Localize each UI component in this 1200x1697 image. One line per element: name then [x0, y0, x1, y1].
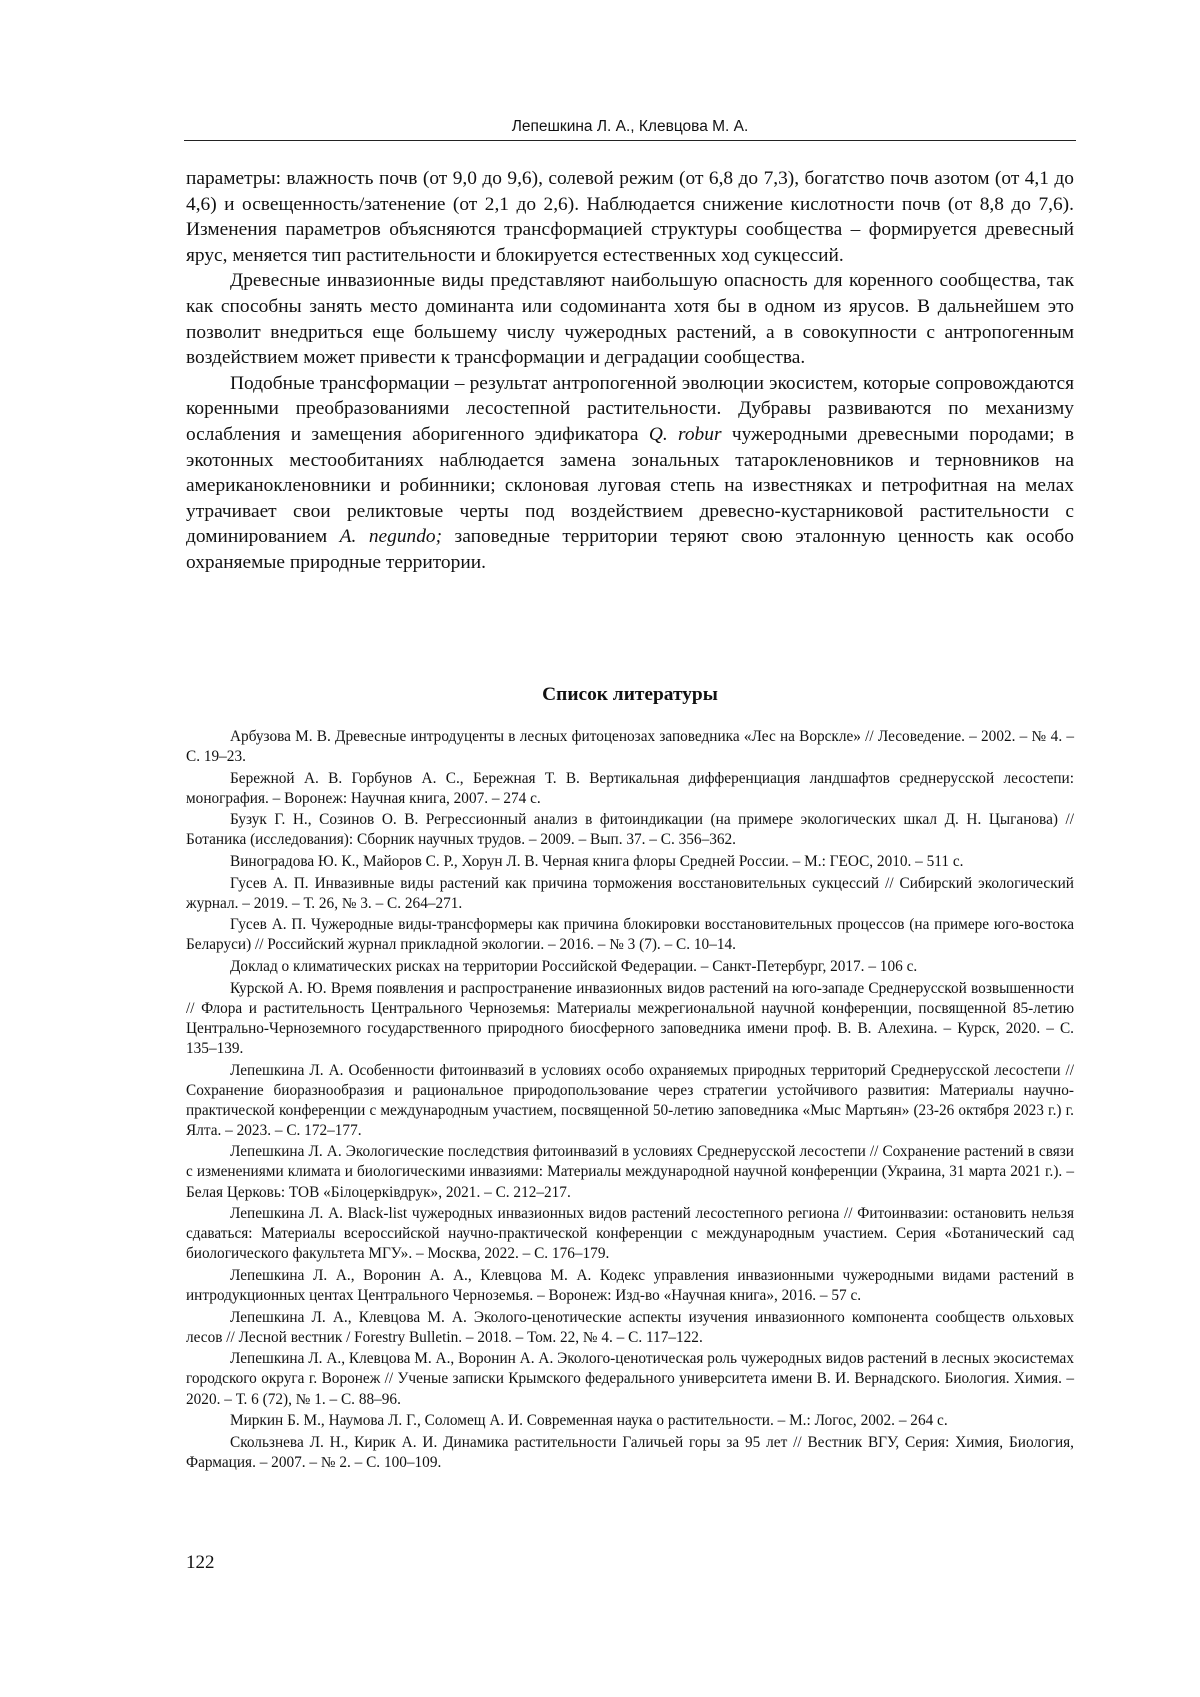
header-rule [184, 140, 1076, 141]
species-name-q-robur: Q. robur [648, 423, 722, 445]
paragraph-3-part-a: Подобные трансформации – результат антропогенной эволюции экосистем, которые сопровождаются коренными преобразованиями лесостепной растительности. Дубравы развиваются по механизму ослабления и замещения аборигенного эдификатора [186, 372, 1074, 445]
reference-item: Бузук Г. Н., Созинов О. В. Регрессионный анализ в фитоиндикации (на примере экологических шкал Д. Н. Цыганова) // Ботаника (исследования): Сборник научных трудов. – 2009. – Вып. 37. – С. 356–362. [186, 811, 1074, 849]
reference-item: Доклад о климатических рисках на территории Российской Федерации. – Санкт-Петербург, 2017. – 106 с. [230, 958, 918, 976]
species-name-a-negundo: A. negundo; [339, 526, 443, 548]
paragraph-3 [186, 371, 1074, 576]
reference-item: Лепешкина Л. А. Особенности фитоинвазий в условиях особо охраняемых природных территорий Среднерусской лесостепи // Сохранение биоразнообразия и рациональное природопользование через стратегии устойчивого развития: Материалы научно-практической конференции с международным участием, посвященной 50-летию заповедника «Мыс Мартьян» (23-26 октября 2023 г.) г. Ялта. – 2023. – С. 172–177. [186, 1061, 1074, 1139]
page-number: 122 [186, 1552, 215, 1573]
reference-item: Лепешкина Л. А., Клевцова М. А., Воронин А. А. Эколого-ценотическая роль чужеродных видов растений в лесных экосистемах городского округа г. Воронеж // Ученые записки Крымского федерального университета имени В. И. Вернадского. Биология. Химия. – 2020. – Т. 6 (72), № 1. – С. 88–96. [186, 1350, 1074, 1408]
reference-item: Лепешкина Л. А., Воронин А. А., Клевцова М. А. Кодекс управления инвазионными чужеродными видами растений в интродукционных центах Центрального Черноземья. – Воронеж: Изд-во «Научная книга», 2016. – 57 с. [186, 1266, 1074, 1305]
reference-item: Миркин Б. М., Наумова Л. Г., Соломещ А. И. Современная наука о растительности. – М.: Логос, 2002. – 264 с. [230, 1412, 948, 1430]
reference-item: Бережной А. В. Горбунов А. С., Бережная Т. В. Вертикальная дифференциация ландшафтов среднерусской лесостепи: монография. – Воронеж: Научная книга, 2007. – 274 с. [186, 769, 1074, 807]
references-list [186, 727, 1074, 1474]
paragraph-3-part-c: заповедные территории теряют свою эталонную ценность как особо охраняемые природные территории. [186, 526, 1074, 573]
reference-item: Скользнева Л. Н., Кирик А. И. Динамика растительности Галичьей горы за 95 лет // Вестник ВГУ, Серия: Химия, Биология, Фармация. – 2007. – № 2. – С. 100–109. [186, 1433, 1074, 1471]
references-title: Список литературы [542, 684, 718, 705]
reference-item: Курской А. Ю. Время появления и распространение инвазионных видов растений на юго-западе Среднерусской возвышенности // Флора и растительность Центрального Черноземья: Материалы межрегиональной научной конференции, посвященной 85-летию Центрально-Черноземного государственного природного биосферного заповедника имени проф. В. В. Алехина. – Курск, 2020. – С. 135–139. [186, 979, 1074, 1057]
running-head: Лепешкина Л. А., Клевцова М. А. [511, 118, 749, 135]
body-text [186, 166, 1074, 576]
reference-item: Гусев А. П. Инвазивные виды растений как причина торможения восстановительных сукцессий // Сибирский экологический журнал. – 2019. – Т. 26, № 3. – С. 264–271. [186, 874, 1074, 912]
paragraph-3-part-b: чужеродными древесными породами; в экотонных местообитаниях наблюдается замена зональных татарокленовников и терновников на американокленовники и робинники; склоновая луговая степь на известняках и петрофитная на мелах утрачивает свои реликтовые черты под воздействием древесно-кустарниковой растительности с доминированием [186, 423, 1074, 548]
reference-item: Лепешкина Л. А. Экологические последствия фитоинвазий в условиях Среднерусской лесостепи // Сохранение растений в связи с изменениями климата и биологическими инвазиями: Материалы международной научной конференции (Украина, 31 марта 2021 г.). – Белая Церковь: ТОВ «Білоцерківдрук», 2021. – С. 212–217. [186, 1143, 1074, 1201]
paragraph-1: параметры: влажность почв (от 9,0 до 9,6), солевой режим (от 6,8 до 7,3), богатство почв азотом (от 4,1 до 4,6) и освещенность/затенение (от 2,1 до 2,6). Наблюдается снижение кислотности почв (от 8,8 до 7,6). Изменения параметров объясняются трансформацией структуры сообщества – формируется древесный ярус, меняется тип растительности и блокируется естественных ход сукцессий. [186, 168, 1074, 266]
reference-item: Гусев А. П. Чужеродные виды-трансформеры как причина блокировки восстановительных процессов (на примере юго-востока Беларуси) // Российский журнал прикладной экологии. – 2016. – № 3 (7). – С. 10–14. [186, 916, 1074, 954]
reference-item: Лепешкина Л. А. Black-list чужеродных инвазионных видов растений лесостепного региона // Фитоинвазии: остановить нельзя сдаваться: Материалы всероссийской научно-практической конференции с международным участием. Серия «Ботанический сад биологического факультета МГУ». – Москва, 2022. – С. 176–179. [186, 1205, 1074, 1263]
reference-item: Арбузова М. В. Древесные интродуценты в лесных фитоценозах заповедника «Лес на Ворскле» // Лесоведение. – 2002. – № 4. – С. 19–23. [186, 728, 1074, 766]
reference-item: Лепешкина Л. А., Клевцова М. А. Эколого-ценотические аспекты изучения инвазионного компонента сообществ ольховых лесов // Лесной вестник / Forestry Bulletin. – 2018. – Том. 22, № 4. – С. 117–122. [186, 1308, 1074, 1346]
reference-item: Виноградова Ю. К., Майоров С. Р., Хорун Л. В. Черная книга флоры Средней России. – М.: ГЕОС, 2010. – 511 с. [230, 853, 964, 871]
paragraph-2: Древесные инвазионные виды представляют наибольшую опасность для коренного сообщества, так как способны занять место доминанта или содоминанта хотя бы в одном из ярусов. В дальнейшем это позволит внедриться еще большему числу чужеродных растений, а в совокупности с антропогенным воздействием может привести к трансформации и деградации сообщества. [186, 270, 1074, 369]
